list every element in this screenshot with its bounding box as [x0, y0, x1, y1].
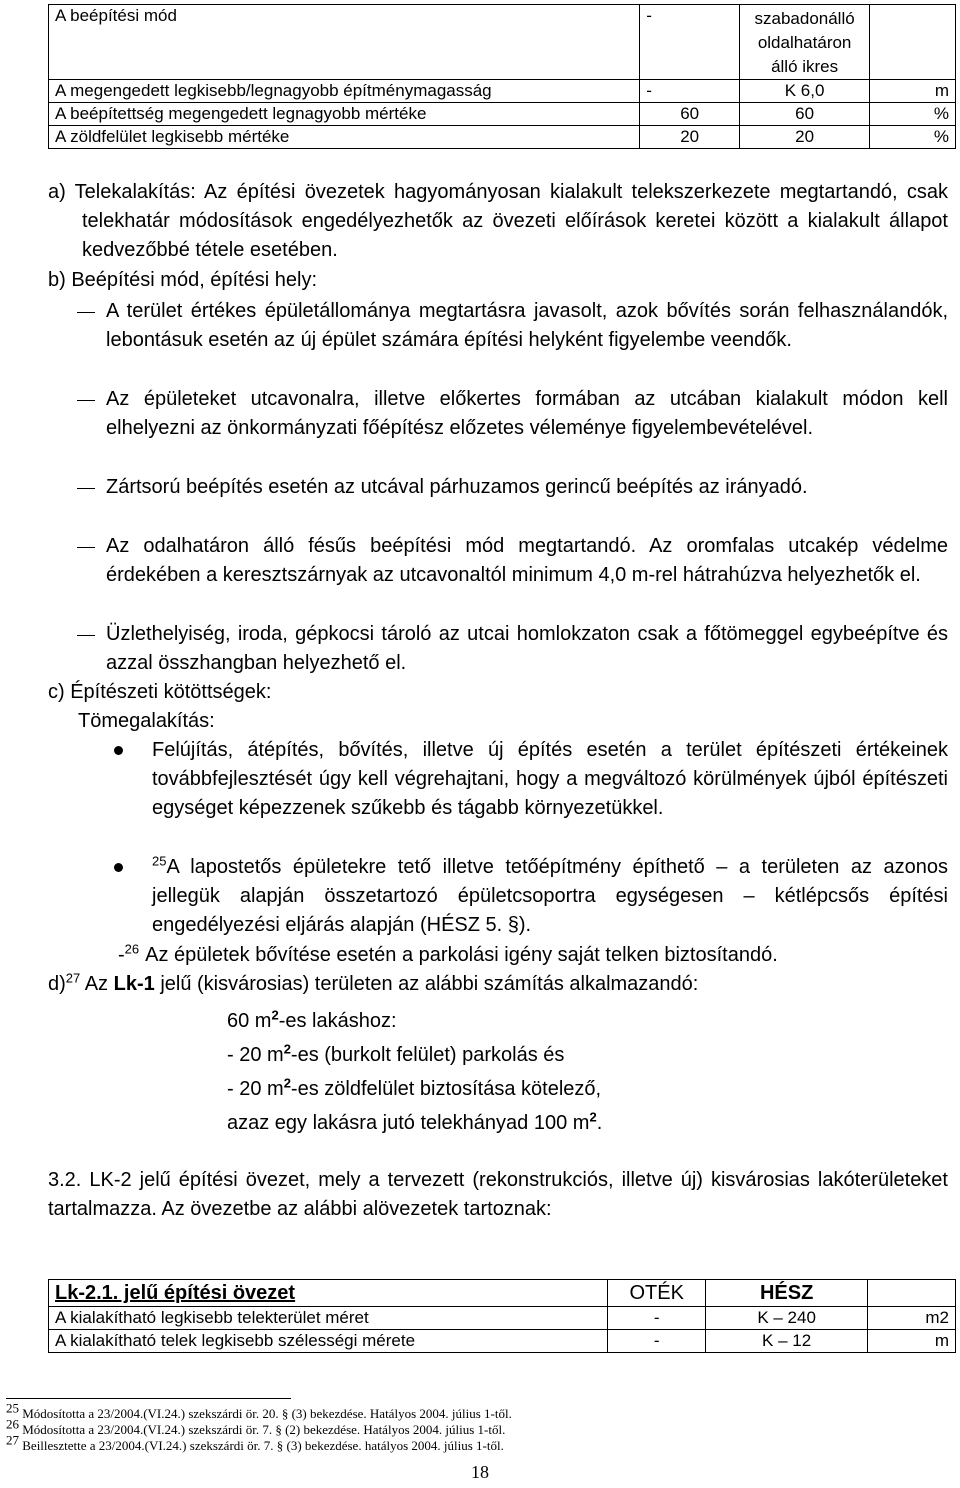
calc-line-2: - 20 $m^2-es$ (burkolt felület) parkolás és: [227, 1041, 565, 1066]
bullet-marker: [114, 746, 123, 755]
cell-value: -: [640, 5, 740, 80]
footnote-ref-27[interactable]: 27: [65, 970, 81, 986]
cell-label: A beépítési mód: [49, 5, 640, 80]
footnote-27: $^{27}$ Beillesztette a 23/2004.(VI.24.) szekszárdi ör. 7. § (3) bekezdése. hatályos 2004. július 1-től.: [6, 1432, 504, 1453]
cell-value: -: [608, 1307, 706, 1330]
section-c-bullet-1: Felújítás, átépítés, bővítés, illetve új építés esetén a terület építészeti értékeinek továbbfejlesztését úgy kell végrehajtani, hogy a megváltozó körülmények újból építészeti egységet képezzenek szűkebb és tágabb környezetükkel.: [152, 739, 948, 819]
cell-label: A beépítettség megengedett legnagyobb mértéke: [49, 103, 640, 126]
cell-value: 60: [640, 103, 740, 126]
dash-marker: [77, 547, 95, 548]
cell-unit: m2: [868, 1307, 956, 1330]
header-otek: OTÉK: [608, 1280, 706, 1307]
section-c-subheading: Tömegalakítás:: [78, 710, 215, 732]
cell-value: 60: [740, 103, 870, 126]
section-c-bullet-2: $^{25}$A lapostetős épületekre tető illetve tetőépítmény építhető – a területen az azonos jellegük alapján összetartozó épületcsoportra egységesen – kétlépcsős építési engedélyezési eljárás alapján (HÉSZ 5. §).: [152, 853, 948, 936]
cell-value: K 6,0: [740, 80, 870, 103]
dash-marker: [77, 400, 95, 401]
table-row: [49, 5, 956, 80]
section-c-heading: c) Építészeti kötöttségek:: [48, 681, 272, 703]
table-header-row: [49, 1280, 956, 1307]
header-hesz: HÉSZ: [706, 1280, 868, 1307]
table-row: [49, 80, 956, 103]
table-building-parameters: [48, 4, 956, 149]
cell-value: K – 12: [706, 1330, 868, 1353]
section-b-item-4: Az odalhatáron álló fésűs beépítési mód megtartandó. Az oromfalas utcakép védelme érdekében a keresztszárnyak az utcavonaltól minimum 4,0 m-rel hátrahúzva helyezhetők el.: [106, 535, 948, 586]
section-b-item-5: Üzlethelyiség, iroda, gépkocsi tároló az utcai homlokzaton csak a főtömeggel egybeépítve és azzal összhangban helyezhető el.: [106, 623, 948, 674]
table-lk-2-1: [48, 1279, 956, 1353]
calc-line-4: azaz egy lakásra jutó telekhányad 100 $m^2$.: [227, 1109, 603, 1134]
footnote-separator: [6, 1398, 291, 1399]
cell-value: K – 240: [706, 1307, 868, 1330]
cell-value: 20: [640, 126, 740, 149]
cell-value: -: [640, 80, 740, 103]
header-empty: [868, 1280, 956, 1307]
section-b-item-3: Zártsorú beépítés esetén az utcával párhuzamos gerincű beépítés az irányadó.: [106, 476, 808, 498]
cell-label: A kialakítható telek legkisebb szélességi mérete: [49, 1330, 608, 1353]
footnote-ref-26[interactable]: 26: [124, 941, 140, 957]
section-a-telekalakitas: a) Telekalakítás: Az építési övezetek hagyományosan kialakult telekszerkezete megtartandó, csak telekhatár módosítások engedélyezhetők az övezeti előírások keretei között a kialakult állapot kedvezőbbé tétele esetében.: [48, 181, 948, 261]
section-c-dash-item: -$^{26}$ Az épületek bővítése esetén a parkolási igény saját telken biztosítandó.: [118, 941, 778, 966]
table-row: [49, 103, 956, 126]
cell-unit: %: [870, 126, 956, 149]
footnote-25: $^{25}$ Módosította a 23/2004.(VI.24.) szekszárdi ör. 20. § (3) bekezdése. Hatályos 2004. július 1-től.: [6, 1400, 512, 1421]
cell-label: A megengedett legkisebb/legnagyobb építménymagasság: [49, 80, 640, 103]
table-row: [49, 126, 956, 149]
table-row: [49, 1330, 956, 1353]
footnote-ref-25[interactable]: 25: [152, 853, 167, 869]
cell-value: szabadonálló oldalhatáron álló ikres: [740, 5, 870, 80]
dash-marker: [77, 488, 95, 489]
calc-line-3: - 20 $m^2-es$ zöldfelület biztosítása kötelező,: [227, 1075, 602, 1100]
section-b-item-2: Az épületeket utcavonalra, illetve előkertes formában az utcában kialakult módon kell elhelyezni az önkormányzati főépítész előzetes véleménye figyelembevételével.: [106, 388, 948, 439]
cell-value: -: [608, 1330, 706, 1353]
bullet-marker: [114, 863, 123, 872]
section-b-item-1: A terület értékes épületállománya megtartásra javasolt, azok bővítés során felhasználandók, lebontásuk esetén az új épület számára építési helyként figyelembe veendők.: [106, 300, 948, 351]
section-d-intro: d)$^{27}$ Az Lk-1 jelű (kisvárosias) területen az alábbi számítás alkalmazandó:: [48, 970, 699, 995]
dash-marker: [77, 312, 95, 313]
cell-label: A kialakítható legkisebb telekterület méret: [49, 1307, 608, 1330]
cell-unit: m: [868, 1330, 956, 1353]
header-label: Lk-2.1. jelű építési övezet: [49, 1280, 608, 1307]
cell-label: A zöldfelület legkisebb mértéke: [49, 126, 640, 149]
cell-unit: %: [870, 103, 956, 126]
cell-unit: [870, 5, 956, 80]
page-number: 18: [471, 1462, 489, 1482]
cell-unit: m: [870, 80, 956, 103]
dash-marker: [77, 635, 95, 636]
table-row: [49, 1307, 956, 1330]
section-3-2: 3.2. LK-2 jelű építési övezet, mely a tervezett (rekonstrukciós, illetve új) kisvárosias lakóterületeket tartalmazza. Az övezetbe az alábbi alövezetek tartoznak:: [48, 1169, 948, 1220]
calc-line-1: 60 $m^2-es$ lakáshoz:: [227, 1007, 397, 1032]
section-b-heading: b) Beépítési mód, építési hely:: [48, 269, 318, 291]
footnote-26: $^{26}$ Módosította a 23/2004.(VI.24.) szekszárdi ör. 7. § (2) bekezdése. Hatályos 2004. július 1-től.: [6, 1416, 506, 1437]
cell-value: 20: [740, 126, 870, 149]
